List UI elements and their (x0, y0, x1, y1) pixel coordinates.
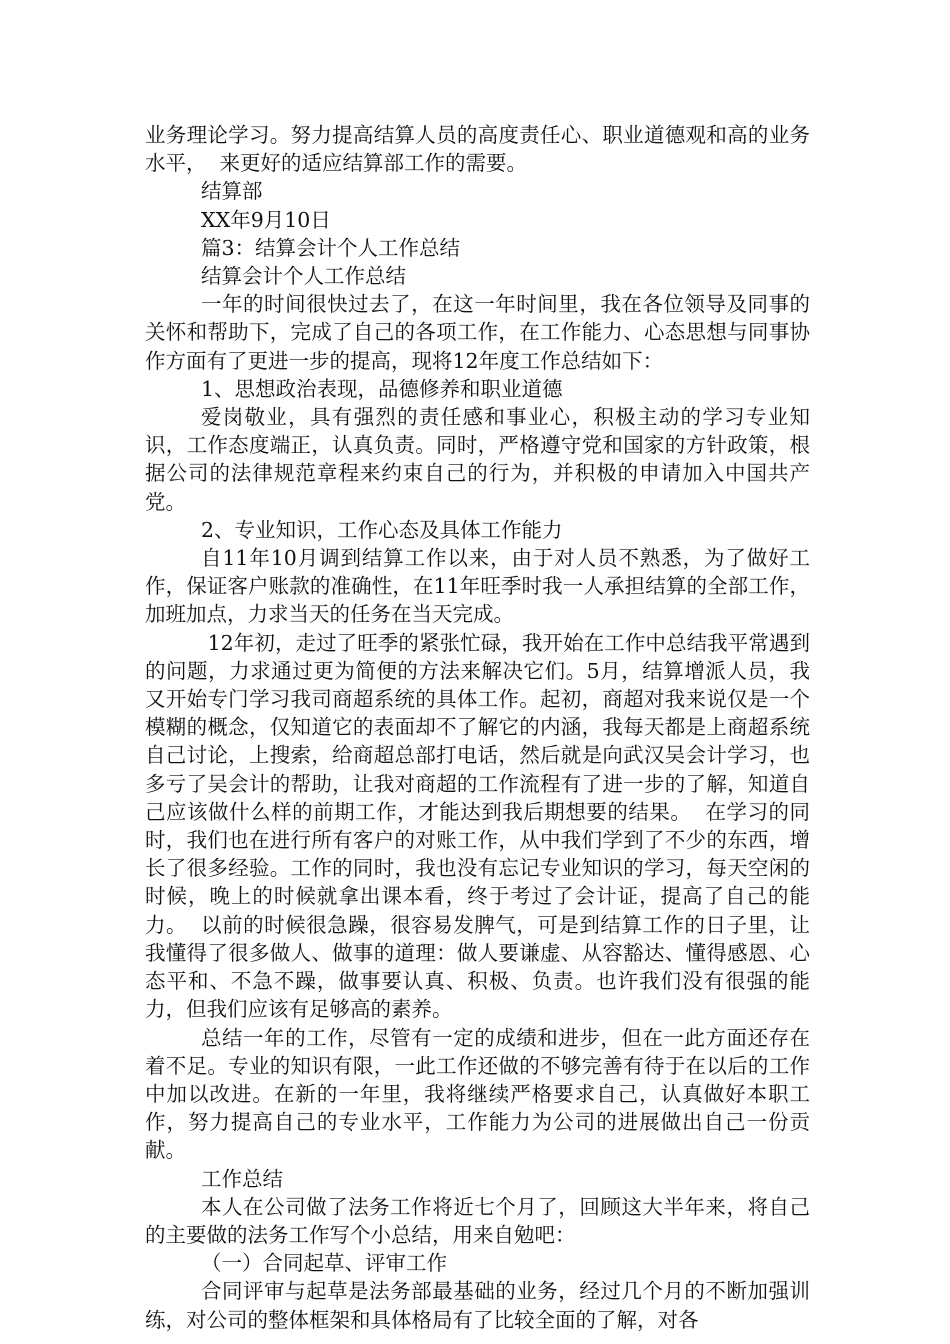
paragraph-conclusion: 总结一年的工作，尽管有一定的成绩和进步，但在一此方面还存在着不足。专业的知识有限，一此工作还做的不够完善有待于在以后的工作中加以改进。在新的一年里，我将继续严格要求自己，认真做好本职工作，努力提高自己的专业水平，工作能力为公司的进展做出自己一份贡献。 (145, 1025, 810, 1163)
signature-department: 结算部 (201, 179, 263, 204)
document-body (145, 121, 810, 1334)
paragraph-legal-intro: 本人在公司做了法务工作将近七个月了，回顾这大半年来，将自己的主要做的法务工作写个小总结，用来自勉吧： (145, 1194, 810, 1247)
subheading-contracts: （一）合同起草、评审工作 (201, 1251, 447, 1276)
heading-work-summary: 工作总结 (201, 1166, 283, 1191)
paragraph-work-start: 自11年10月调到结算工作以来，由于对人员不熟悉，为了做好工作，保证客户账款的准确性，在11年旺季时我一人承担结算的全部工作，加班加点，力求当天的任务在当天完成。 (145, 546, 810, 627)
subheading-1: 1、思想政治表现，品德修养和职业道德 (201, 376, 563, 401)
document-title: 结算会计个人工作总结 (201, 264, 406, 289)
paragraph-intro: 一年的时间很快过去了，在这一年时间里，我在各位领导及同事的关怀和帮助下，完成了自己的各项工作，在工作能力、心态思想与同事协作方面有了更进一步的提高，现将12年度工作总结如下： (145, 292, 810, 373)
paragraph-ethics: 爱岗敬业，具有强烈的责任感和事业心，积极主动的学习专业知识，工作态度端正，认真负责。同时，严格遵守党和国家的方针政策，根据公司的法律规范章程来约束自己的行为，并积极的申请加入中国共产党。 (145, 405, 810, 514)
paragraph-work-detail: 12年初，走过了旺季的紧张忙碌，我开始在工作中总结我平常遇到的问题，力求通过更为简便的方法来解决它们。5月，结算增派人员，我又开始专门学习我司商超系统的具体工作。起初，商超对我来说仅是一个模糊的概念，仅知道它的表面却不了解它的内涵，我每天都是上商超系统自己讨论，上搜索，给商超总部打电话，然后就是向武汉吴会计学习，也多亏了吴会计的帮助，让我对商超的工作流程有了进一步的了解，知道自己应该做什么样的前期工作，才能达到我后期想要的结果。 在学习的同时，我们也在进行所有客户的对账工作，从中我们学到了不少的东西，增长了很多经验。工作的同时，我也没有忘记专业知识的学习，每天空闲的时候，晚上的时候就拿出课本看，终于考过了会计证，提高了自己的能力。 以前的时候很急躁，很容易发脾气，可是到结算工作的日子里，让我懂得了很多做人、做事的道理：做人要谦虚、从容豁达、懂得感恩、心态平和、不急不躁，做事要认真、积极、负责。也许我们没有很强的能力，但我们应该有足够高的素养。 (145, 630, 810, 1022)
subheading-2: 2、专业知识，工作心态及具体工作能力 (201, 517, 563, 542)
signature-date: XX年9月10日 (201, 207, 331, 232)
section-heading: 篇3：结算会计个人工作总结 (201, 235, 461, 260)
paragraph-contracts: 合同评审与起草是法务部最基础的业务，经过几个月的不断加强训练，对公司的整体框架和具体格局有了比较全面的了解，对各 (145, 1279, 810, 1332)
paragraph-continuation: 业务理论学习。努力提高结算人员的高度责任心、职业道德观和高的业务水平， 来更好的适应结算部工作的需要。 (145, 123, 810, 176)
